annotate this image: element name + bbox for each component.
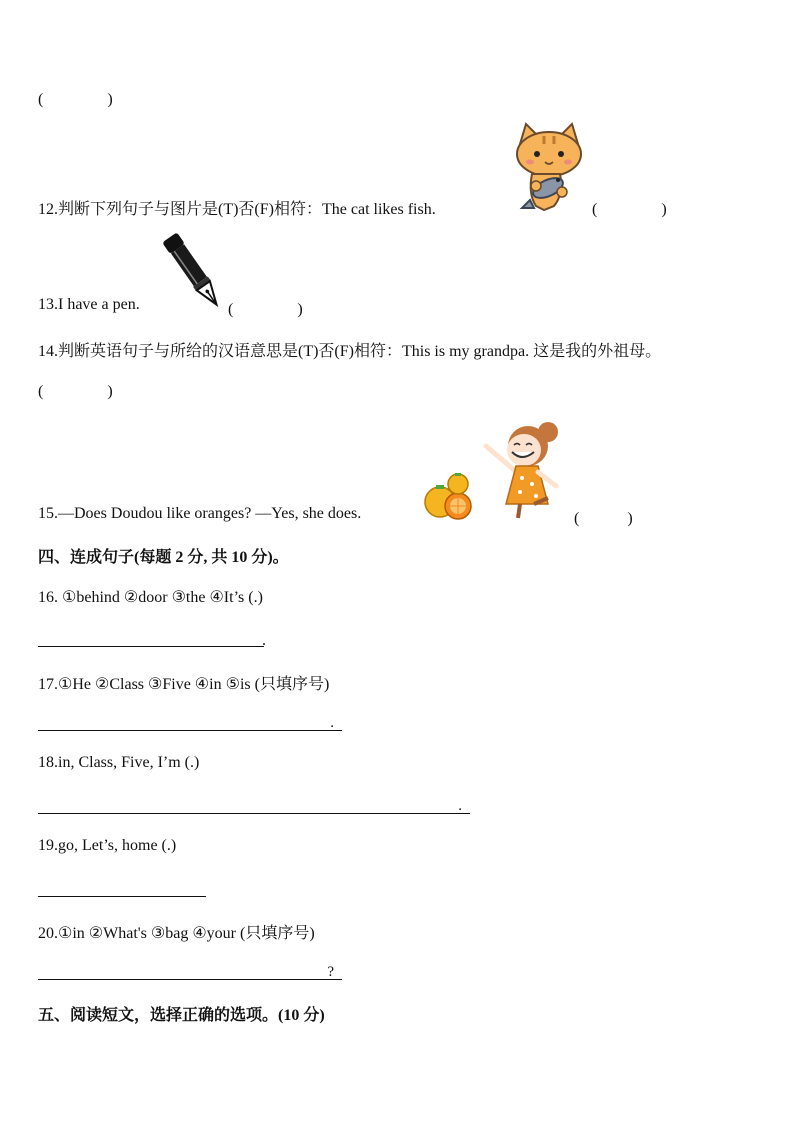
- answer-20-question-mark: ?: [327, 964, 334, 980]
- question-15-text: 15.—Does Doudou like oranges? —Yes, she does.: [38, 505, 362, 522]
- answer-line-20[interactable]: [38, 965, 342, 980]
- question-12-text: 12.判断下列句子与图片是(T)否(F)相符：The cat likes fish.: [38, 201, 436, 218]
- answer-16-period: .: [262, 632, 266, 649]
- question-18-text: 18.in, Class, Five, I’m (.): [38, 754, 200, 771]
- answer-17-period: .: [330, 715, 334, 731]
- question-20: [38, 920, 315, 943]
- question-16: [38, 587, 263, 607]
- question-15-answer-bracket: ( ): [574, 510, 633, 527]
- answer-line-19[interactable]: [38, 882, 206, 897]
- question-19-text: 19.go, Let’s, home (.): [38, 837, 177, 854]
- answer-line-18[interactable]: [38, 799, 470, 814]
- question-14: [38, 338, 661, 361]
- fountain-pen-icon: [160, 228, 226, 314]
- answer-line-17[interactable]: [38, 716, 342, 731]
- cat-holding-fish-icon: [510, 122, 588, 214]
- question-20-text: 20.①in ②What's ③bag ④your (只填序号): [38, 925, 315, 942]
- section-4-heading: 四、连成句子(每题 2 分, 共 10 分)。: [38, 549, 289, 566]
- question-19: [38, 837, 176, 855]
- question-13-answer-bracket: ( ): [228, 301, 303, 318]
- girl-with-oranges-icon: [420, 412, 570, 522]
- q11-answer-bracket: ( ): [38, 91, 113, 108]
- question-16-text: 16. ①behind ②door ③the ④It’s (.): [38, 589, 263, 606]
- question-14-text: 14.判断英语句子与所给的汉语意思是(T)否(F)相符：This is my grandpa. 这是我的外祖母。: [38, 343, 662, 360]
- section-5-heading: 五、阅读短文，选择正确的选项。(10 分): [38, 1007, 325, 1024]
- question-15: [38, 505, 361, 523]
- question-13: [38, 296, 140, 314]
- question-18: [38, 754, 199, 772]
- question-12: [38, 196, 436, 219]
- question-13-text: 13.I have a pen.: [38, 296, 140, 313]
- answer-18-period: .: [458, 798, 462, 814]
- question-14-answer-bracket: ( ): [38, 383, 113, 400]
- question-12-answer-bracket: ( ): [592, 201, 667, 218]
- question-17: [38, 671, 329, 694]
- answer-line-16[interactable]: [38, 632, 264, 647]
- question-17-text: 17.①He ②Class ③Five ④in ⑤is (只填序号): [38, 676, 330, 693]
